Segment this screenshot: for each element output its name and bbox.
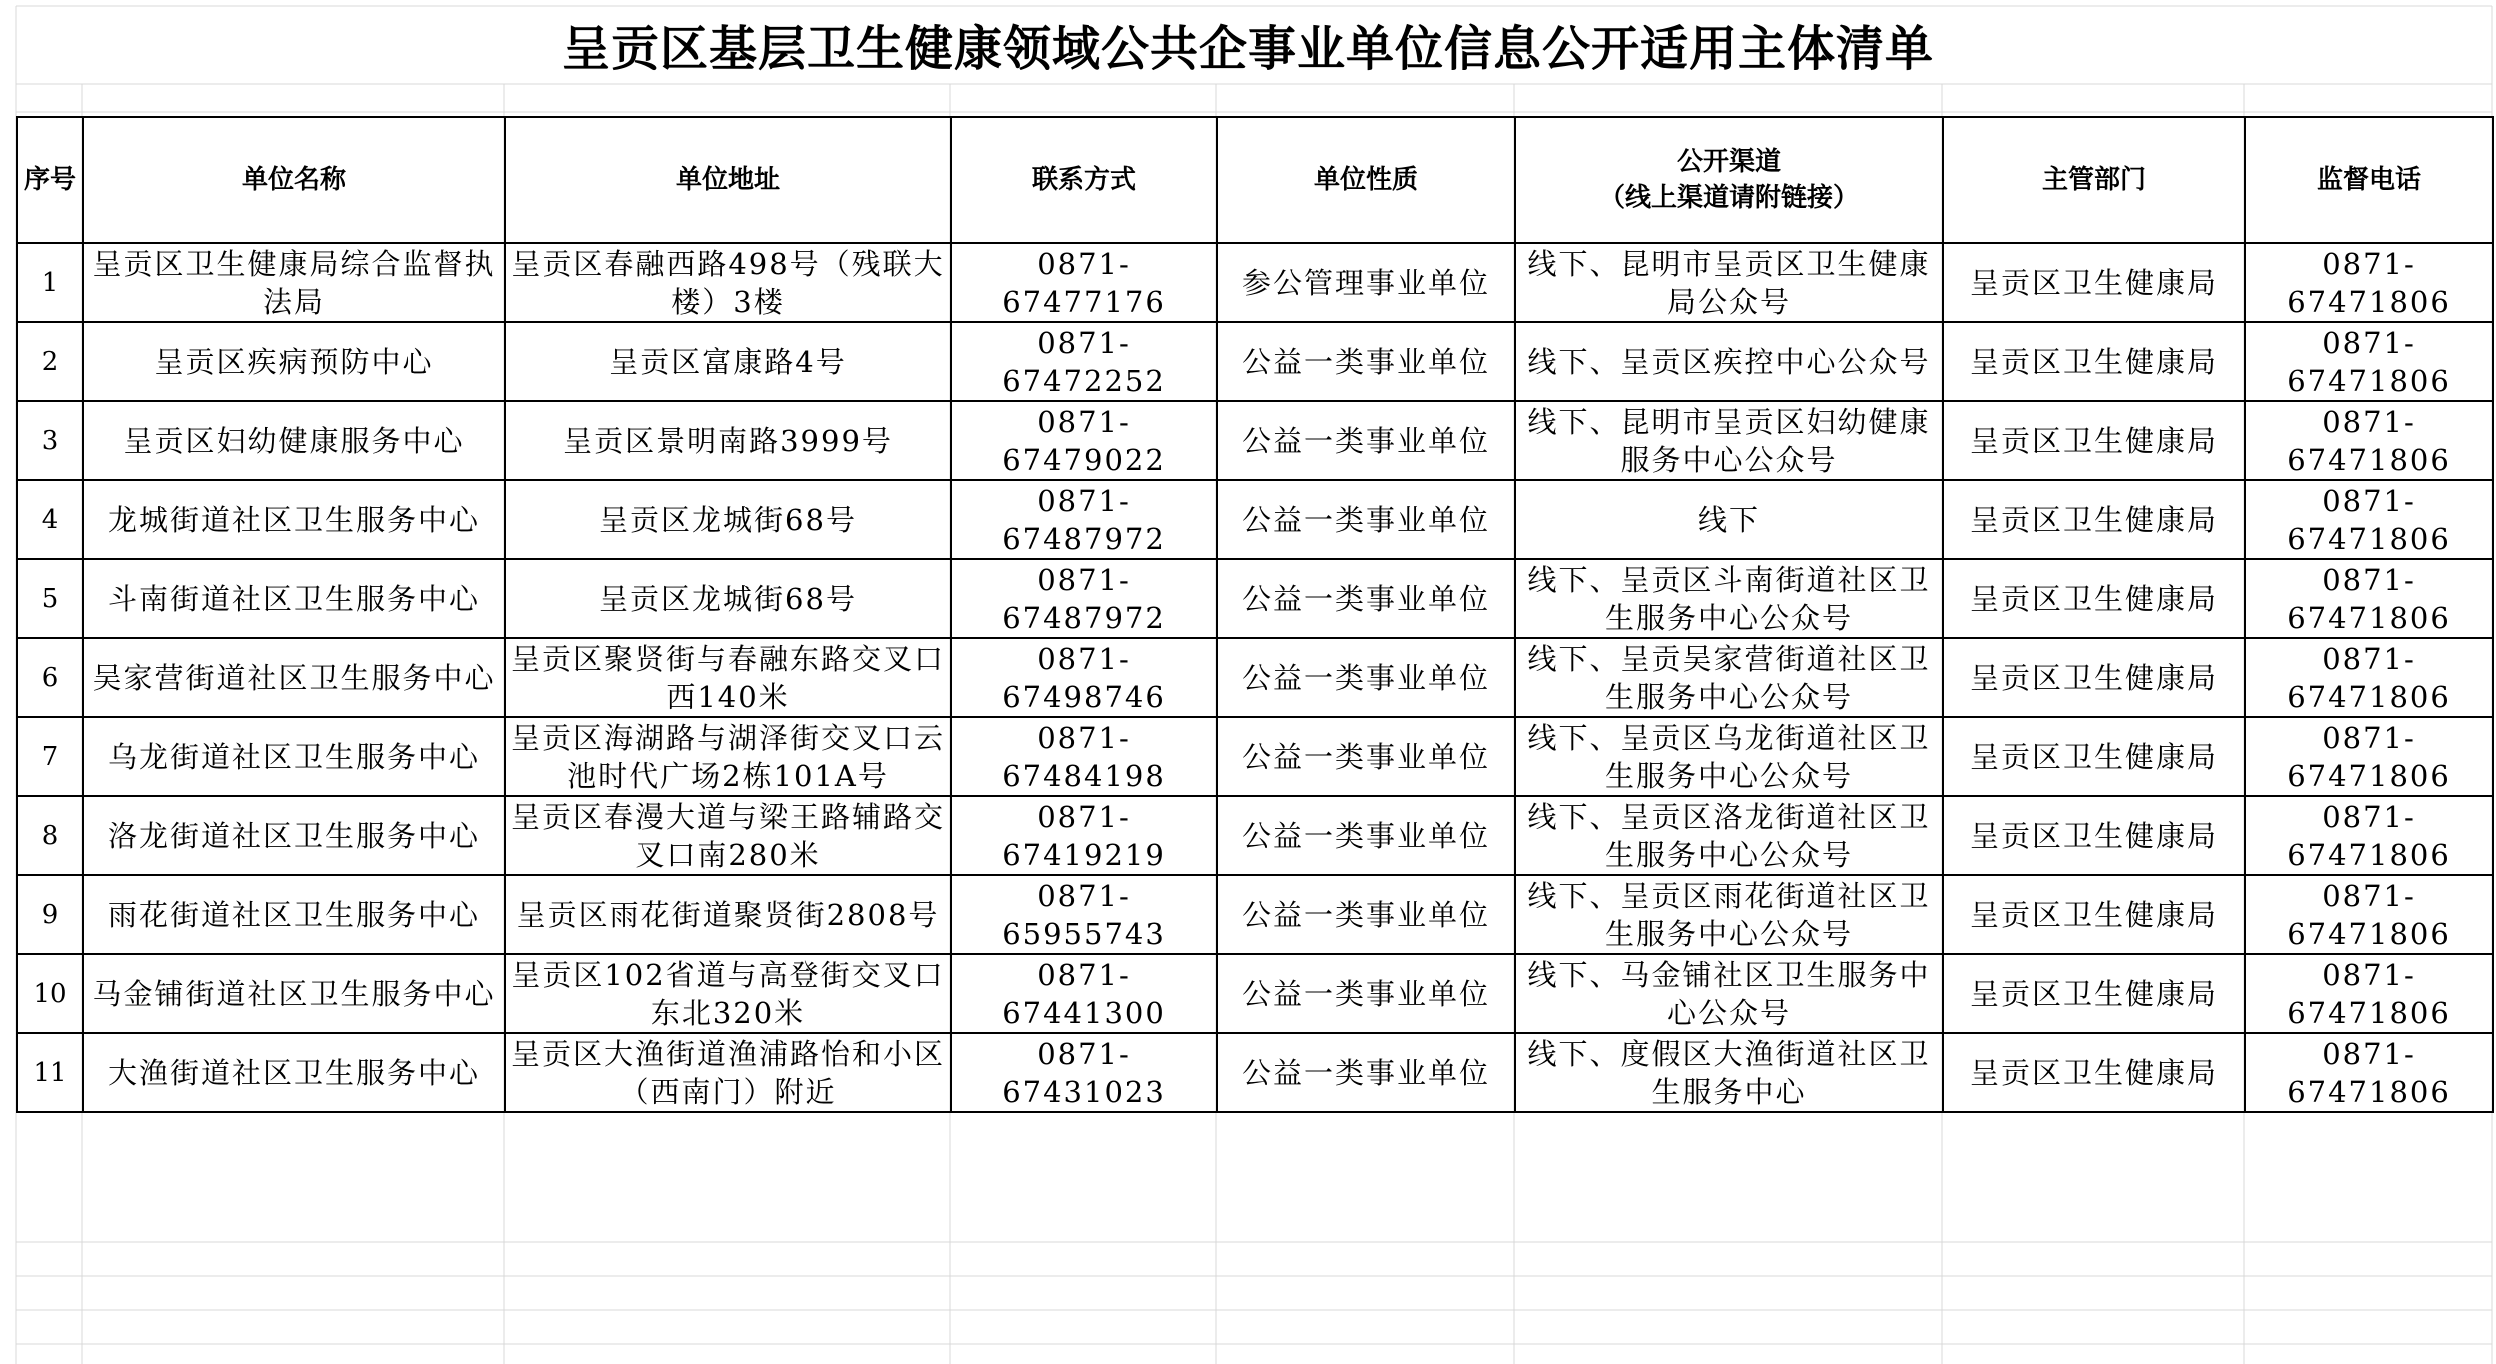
- cell-nature: 公益一类事业单位: [1217, 480, 1515, 559]
- cell-dept: 呈贡区卫生健康局: [1943, 638, 2245, 717]
- table-row: [17, 954, 2493, 1033]
- header-channel-line1: 公开渠道: [1676, 147, 1781, 177]
- cell-phone: 0871-67471806: [2245, 559, 2493, 638]
- cell-address: 呈贡区聚贤街与春融东路交叉口西140米: [505, 638, 951, 717]
- cell-dept: 呈贡区卫生健康局: [1943, 480, 2245, 559]
- cell-seq: 5: [17, 559, 83, 638]
- table-row: [17, 717, 2493, 796]
- cell-seq: 4: [17, 480, 83, 559]
- table-row: [17, 480, 2493, 559]
- cell-nature: 公益一类事业单位: [1217, 875, 1515, 954]
- cell-channel: 线下、呈贡区洛龙街道社区卫生服务中心公众号: [1515, 796, 1943, 875]
- cell-name: 马金铺街道社区卫生服务中心: [83, 954, 505, 1033]
- cell-contact: 0871-67487972: [951, 559, 1217, 638]
- cell-dept: 呈贡区卫生健康局: [1943, 954, 2245, 1033]
- table-row: [17, 401, 2493, 480]
- cell-contact: 0871-67441300: [951, 954, 1217, 1033]
- cell-dept: 呈贡区卫生健康局: [1943, 401, 2245, 480]
- cell-phone: 0871-67471806: [2245, 638, 2493, 717]
- cell-address: 呈贡区102省道与高登街交叉口东北320米: [505, 954, 951, 1033]
- cell-name: 大渔街道社区卫生服务中心: [83, 1033, 505, 1112]
- cell-contact: 0871-65955743: [951, 875, 1217, 954]
- cell-seq: 2: [17, 322, 83, 401]
- cell-nature: 公益一类事业单位: [1217, 717, 1515, 796]
- cell-name: 斗南街道社区卫生服务中心: [83, 559, 505, 638]
- table-row: [17, 638, 2493, 717]
- header-nature: 单位性质: [1217, 117, 1515, 243]
- cell-phone: 0871-67471806: [2245, 401, 2493, 480]
- table-row: [17, 559, 2493, 638]
- cell-address: 呈贡区大渔街道渔浦路怡和小区（西南门）附近: [505, 1033, 951, 1112]
- cell-phone: 0871-67471806: [2245, 796, 2493, 875]
- cell-channel: 线下: [1515, 480, 1943, 559]
- cell-phone: 0871-67471806: [2245, 480, 2493, 559]
- cell-contact: 0871-67431023: [951, 1033, 1217, 1112]
- cell-phone: 0871-67471806: [2245, 875, 2493, 954]
- cell-address: 呈贡区龙城街68号: [505, 480, 951, 559]
- cell-address: 呈贡区雨花街道聚贤街2808号: [505, 875, 951, 954]
- cell-phone: 0871-67471806: [2245, 954, 2493, 1033]
- cell-dept: 呈贡区卫生健康局: [1943, 796, 2245, 875]
- cell-channel: 线下、度假区大渔街道社区卫生服务中心: [1515, 1033, 1943, 1112]
- cell-address: 呈贡区春融西路498号（残联大楼）3楼: [505, 243, 951, 322]
- header-seq: 序号: [17, 117, 83, 243]
- cell-phone: 0871-67471806: [2245, 1033, 2493, 1112]
- cell-name: 龙城街道社区卫生服务中心: [83, 480, 505, 559]
- header-address: 单位地址: [505, 117, 951, 243]
- cell-seq: 1: [17, 243, 83, 322]
- table-row: [17, 1033, 2493, 1112]
- table-row: [17, 796, 2493, 875]
- cell-nature: 公益一类事业单位: [1217, 322, 1515, 401]
- cell-name: 乌龙街道社区卫生服务中心: [83, 717, 505, 796]
- cell-contact: 0871-67479022: [951, 401, 1217, 480]
- cell-nature: 公益一类事业单位: [1217, 559, 1515, 638]
- cell-phone: 0871-67471806: [2245, 717, 2493, 796]
- cell-nature: 公益一类事业单位: [1217, 401, 1515, 480]
- cell-address: 呈贡区富康路4号: [505, 322, 951, 401]
- cell-channel: 线下、昆明市呈贡区卫生健康局公众号: [1515, 243, 1943, 322]
- entity-list-table: [16, 116, 2494, 1113]
- cell-seq: 9: [17, 875, 83, 954]
- cell-phone: 0871-67471806: [2245, 322, 2493, 401]
- cell-nature: 公益一类事业单位: [1217, 796, 1515, 875]
- header-phone: 监督电话: [2245, 117, 2493, 243]
- table-header-row: [17, 117, 2493, 243]
- cell-seq: 3: [17, 401, 83, 480]
- header-name: 单位名称: [83, 117, 505, 243]
- cell-channel: 线下、呈贡区乌龙街道社区卫生服务中心公众号: [1515, 717, 1943, 796]
- cell-channel: 线下、呈贡区斗南街道社区卫生服务中心公众号: [1515, 559, 1943, 638]
- cell-channel: 线下、呈贡区疾控中心公众号: [1515, 322, 1943, 401]
- cell-contact: 0871-67419219: [951, 796, 1217, 875]
- cell-name: 洛龙街道社区卫生服务中心: [83, 796, 505, 875]
- cell-channel: 线下、呈贡区雨花街道社区卫生服务中心公众号: [1515, 875, 1943, 954]
- cell-dept: 呈贡区卫生健康局: [1943, 1033, 2245, 1112]
- cell-nature: 公益一类事业单位: [1217, 1033, 1515, 1112]
- cell-nature: 公益一类事业单位: [1217, 954, 1515, 1033]
- table-row: [17, 243, 2493, 322]
- header-channel-line2: （线上渠道请附链接）: [1598, 183, 1859, 213]
- cell-dept: 呈贡区卫生健康局: [1943, 559, 2245, 638]
- cell-channel: 线下、呈贡吴家营街道社区卫生服务中心公众号: [1515, 638, 1943, 717]
- cell-dept: 呈贡区卫生健康局: [1943, 875, 2245, 954]
- cell-address: 呈贡区龙城街68号: [505, 559, 951, 638]
- cell-dept: 呈贡区卫生健康局: [1943, 717, 2245, 796]
- cell-seq: 7: [17, 717, 83, 796]
- cell-dept: 呈贡区卫生健康局: [1943, 243, 2245, 322]
- cell-seq: 11: [17, 1033, 83, 1112]
- cell-contact: 0871-67472252: [951, 322, 1217, 401]
- header-channel: [1515, 117, 1943, 243]
- cell-nature: 公益一类事业单位: [1217, 638, 1515, 717]
- cell-contact: 0871-67498746: [951, 638, 1217, 717]
- cell-contact: 0871-67484198: [951, 717, 1217, 796]
- cell-address: 呈贡区海湖路与湖泽街交叉口云池时代广场2栋101A号: [505, 717, 951, 796]
- table-body: [17, 243, 2493, 1112]
- header-dept: 主管部门: [1943, 117, 2245, 243]
- cell-nature: 参公管理事业单位: [1217, 243, 1515, 322]
- cell-address: 呈贡区景明南路3999号: [505, 401, 951, 480]
- cell-seq: 8: [17, 796, 83, 875]
- cell-name: 呈贡区妇幼健康服务中心: [83, 401, 505, 480]
- cell-name: 呈贡区卫生健康局综合监督执法局: [83, 243, 505, 322]
- cell-seq: 6: [17, 638, 83, 717]
- cell-name: 雨花街道社区卫生服务中心: [83, 875, 505, 954]
- table-row: [17, 875, 2493, 954]
- table-row: [17, 322, 2493, 401]
- cell-dept: 呈贡区卫生健康局: [1943, 322, 2245, 401]
- cell-contact: 0871-67487972: [951, 480, 1217, 559]
- cell-channel: 线下、马金铺社区卫生服务中心公众号: [1515, 954, 1943, 1033]
- cell-phone: 0871-67471806: [2245, 243, 2493, 322]
- cell-address: 呈贡区春漫大道与梁王路辅路交叉口南280米: [505, 796, 951, 875]
- page-title: 呈贡区基层卫生健康领域公共企事业单位信息公开适用主体清单: [561, 21, 1934, 77]
- header-contact: 联系方式: [951, 117, 1217, 243]
- cell-name: 呈贡区疾病预防中心: [83, 322, 505, 401]
- cell-channel: 线下、昆明市呈贡区妇幼健康服务中心公众号: [1515, 401, 1943, 480]
- cell-name: 吴家营街道社区卫生服务中心: [83, 638, 505, 717]
- cell-contact: 0871-67477176: [951, 243, 1217, 322]
- cell-seq: 10: [17, 954, 83, 1033]
